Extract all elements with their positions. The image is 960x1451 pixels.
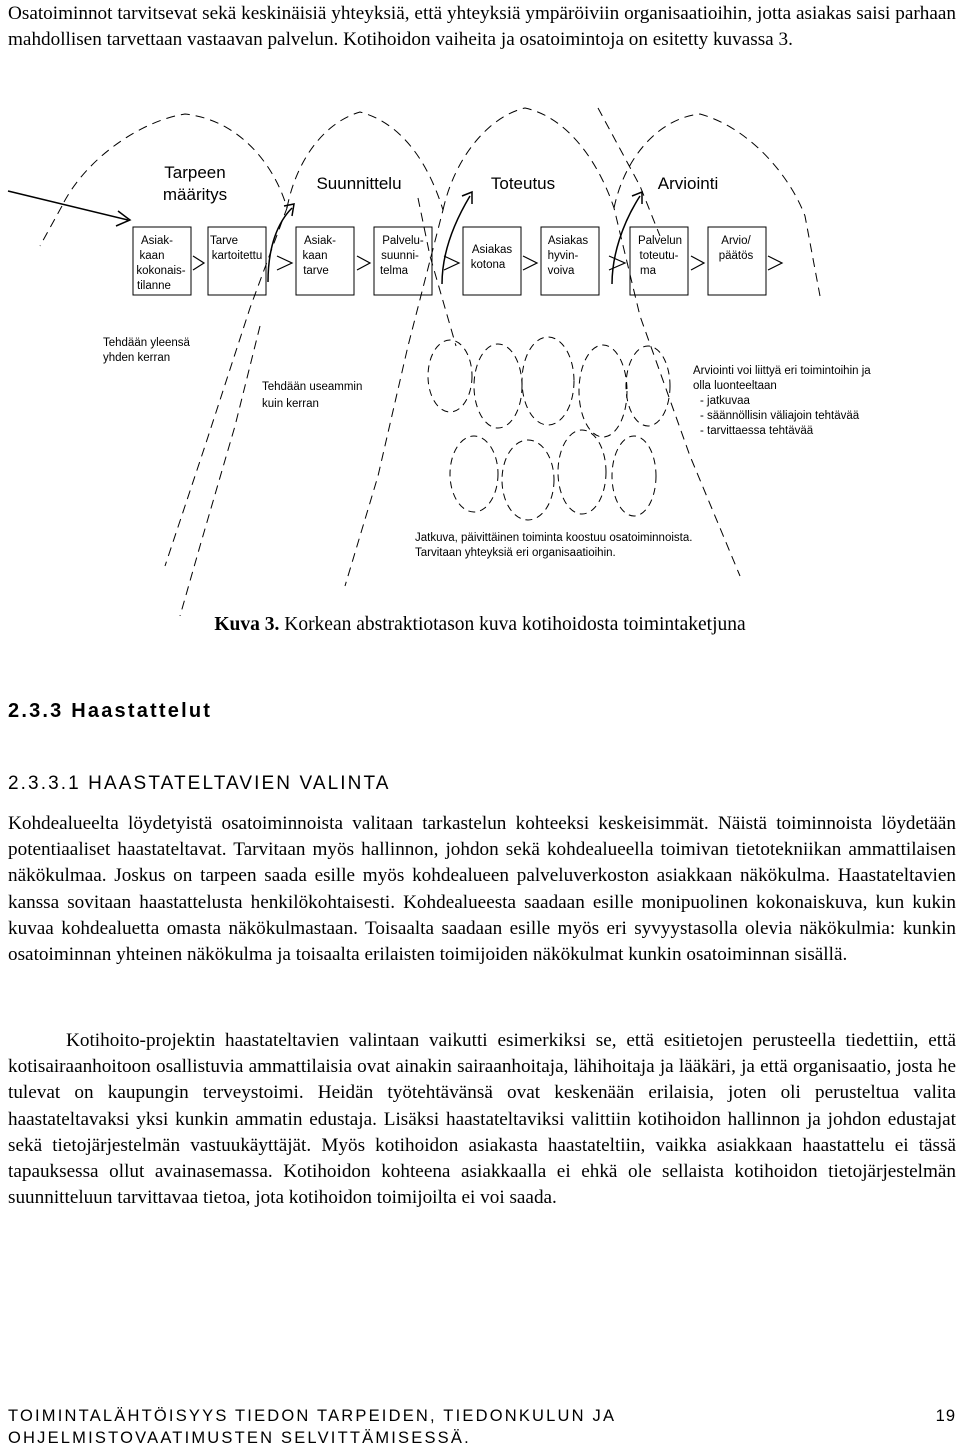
chevron-icon xyxy=(768,256,782,270)
step-label-8b: päätös xyxy=(718,250,754,262)
page-number: 19 xyxy=(935,1407,956,1425)
chevron-icon xyxy=(691,256,704,270)
caption-text: Korkean abstraktiotason kuva kotihoidosta toimintaketjuna xyxy=(279,614,746,635)
mid-dashed-line xyxy=(418,198,456,346)
body-paragraph-1: Kohdealueelta löydetyistä osatoiminnoista valitaan tarkastelun kohteeksi keskeisimmät. Näistä toiminnoista löydetään potentiaaliset haastateltavat. Tarvitaan myös hallinnon, johdon sekä kohdealueella toimivan tietotekniikan ammattilaisen näkökulmaa. Joskus on tarpeen saada esille myös kohdealueen palveluverkoston asiakkaan näkökulma. Haastateltavien kanssa sovitaan haastattelusta henkilökohtaisesti. Kohdealueesta saadaan esille monipuolinen kokonaiskuva, kun kukin kuvaa kohdealuetta omasta näkökulmastaan. Toisaalta saadaan esille myös eri syvyystasolla olevia näkökulmia: kunkin osatoiminnan yhteinen näkökulma ja toisaalta erilaisten toimijoiden näkökulmat kunkin osatoiminnan sisällä. xyxy=(8,813,956,966)
step-label-7b: toteutu- xyxy=(639,250,679,262)
note-many-2: kuin kerran xyxy=(262,398,319,410)
activity-bubble xyxy=(558,430,606,514)
activity-bubble xyxy=(428,340,472,412)
left-dashed-line xyxy=(40,206,62,246)
chevron-icon xyxy=(444,256,459,270)
section-heading: 2.3.3 Haastattelut xyxy=(8,700,213,722)
page-footer xyxy=(8,1405,956,1449)
note-eval-5: - tarvittaessa tehtävää xyxy=(700,425,814,437)
step-label-2b: kartoitettu xyxy=(211,250,263,262)
activity-bubble xyxy=(474,344,522,428)
caption-label: Kuva 3. xyxy=(214,614,280,635)
note-daily-2: Tarvitaan yhteyksiä eri organisaatioihin. xyxy=(415,547,616,559)
intro-paragraph: Osatoiminnot tarvitsevat sekä keskinäisiä yhteyksiä, että yhteyksiä ympäröiviin organisaatioihin, jotta asiakas saisi parhaan mahdollisen tarvettaan vastaavan palvelun. Kotihoidon vaiheita ja osatoimintoja on esitetty kuvassa 3. xyxy=(8,3,956,51)
step-label-1a: Asiak- xyxy=(141,235,173,247)
footer-line-2: OHJELMISTOVAATIMUSTEN SELVITTÄMISESSÄ. xyxy=(8,1429,471,1447)
activity-bubble xyxy=(522,337,574,425)
chevron-icon xyxy=(277,256,292,270)
phase-label-4: Arviointi xyxy=(657,174,719,193)
phase-label-2: Suunnittelu xyxy=(316,174,402,193)
step-label-1c: kokonais- xyxy=(136,265,186,277)
step-label-2a: Tarve xyxy=(209,235,239,247)
process-diagram xyxy=(0,96,960,616)
note-eval-4: - säännöllisin väliajoin tehtävää xyxy=(700,410,860,422)
step-label-1b: kaan xyxy=(139,250,165,262)
chevron-icon xyxy=(609,256,625,270)
step-label-3a: Asiak- xyxy=(304,235,336,247)
activity-bubble xyxy=(579,345,627,437)
phase-label-3: Toteutus xyxy=(490,174,556,193)
subsection-heading: 2.3.3.1 HAASTATELTAVIEN VALINTA xyxy=(8,773,391,794)
step-label-5b: kotona xyxy=(470,259,506,271)
step-label-1d: tilanne xyxy=(137,280,171,292)
note-eval-3: - jatkuvaa xyxy=(700,395,750,407)
chain-arrow-2 xyxy=(268,208,292,282)
chevron-icon xyxy=(357,256,370,270)
note-once-2: yhden kerran xyxy=(103,352,171,364)
step-label-6c: voiva xyxy=(547,265,575,277)
chevron-icon xyxy=(523,256,537,270)
activity-bubble xyxy=(450,436,498,512)
mid-dashed-line-2 xyxy=(180,326,260,616)
chevron-icon xyxy=(193,256,204,270)
step-label-3b: kaan xyxy=(302,250,328,262)
figure-caption xyxy=(0,612,960,638)
step-label-3c: tarve xyxy=(303,265,329,277)
step-label-7c: ma xyxy=(640,265,656,277)
chain-arrow-4 xyxy=(612,196,640,284)
step-label-7a: Palvelun xyxy=(637,235,683,247)
activity-bubble xyxy=(502,440,554,520)
body-paragraph-2-text: Kotihoito-projektin haastateltavien valintaan vaikutti esimerkiksi se, että esitietojen perusteella tiedettiin, että kotisairaanhoitoon osallistuvia ammattilaisia ovat ainakin sairaanhoitaja, lähihoitaja ja lääkäri, ja että organisaatio, josta he tulevat on kaupungin terveystoimi. Heidän työtehtävänsä ovat keskenään erilaisia, joten oli perusteltua valita haastateltavaksi yksi kunkin ammatin edustaja. Lisäksi haastateltaviksi valittiin kotihoidon hallinnon ja johdon edustajat sekä tietojärjestelmän vastuukäyttäjät. Myös kotihoidon asiakasta haastateltiin, vaikka asiakkaan haastattelu ei tässä tapauksessa ollut avainasemassa. Kotihoidon kohteena asiakkaalla ei ehkä ole sellaista kotihoidon tietojärjestelmän suunnitteluun tarvittavaa tietoa, jota kotihoidon toimijoilta ei voi saada. xyxy=(8,1030,956,1209)
chain-arrow-3 xyxy=(442,196,470,284)
note-daily-1: Jatkuva, päivittäinen toiminta koostuu osatoiminnoista. xyxy=(415,532,693,544)
activity-bubble xyxy=(612,436,656,516)
step-label-8a: Arvio/ xyxy=(721,235,751,247)
note-eval-2: olla luonteeltaan xyxy=(693,380,777,392)
step-label-4a: Palvelu- xyxy=(382,235,424,247)
note-once-1: Tehdään yleensä xyxy=(103,337,190,349)
note-many-1: Tehdään useammin xyxy=(262,381,363,393)
step-label-5a: Asiakas xyxy=(471,244,513,256)
step-label-6a: Asiakas xyxy=(547,235,589,247)
phase-label-1: Tarpeen xyxy=(164,163,226,182)
step-label-4c: telma xyxy=(379,265,409,277)
note-eval-1: Arviointi voi liittyä eri toimintoihin ja xyxy=(693,365,871,377)
activity-bubble xyxy=(626,346,670,426)
phase-label-1b: määritys xyxy=(162,185,228,204)
body-paragraph-2 xyxy=(8,1028,956,1211)
footer-line-1: TOIMINTALÄHTÖISYYS TIEDON TARPEIDEN, TIEDONKULUN JA xyxy=(8,1407,617,1425)
step-label-4b: suunni- xyxy=(381,250,419,262)
step-label-6b: hyvin- xyxy=(547,250,579,262)
